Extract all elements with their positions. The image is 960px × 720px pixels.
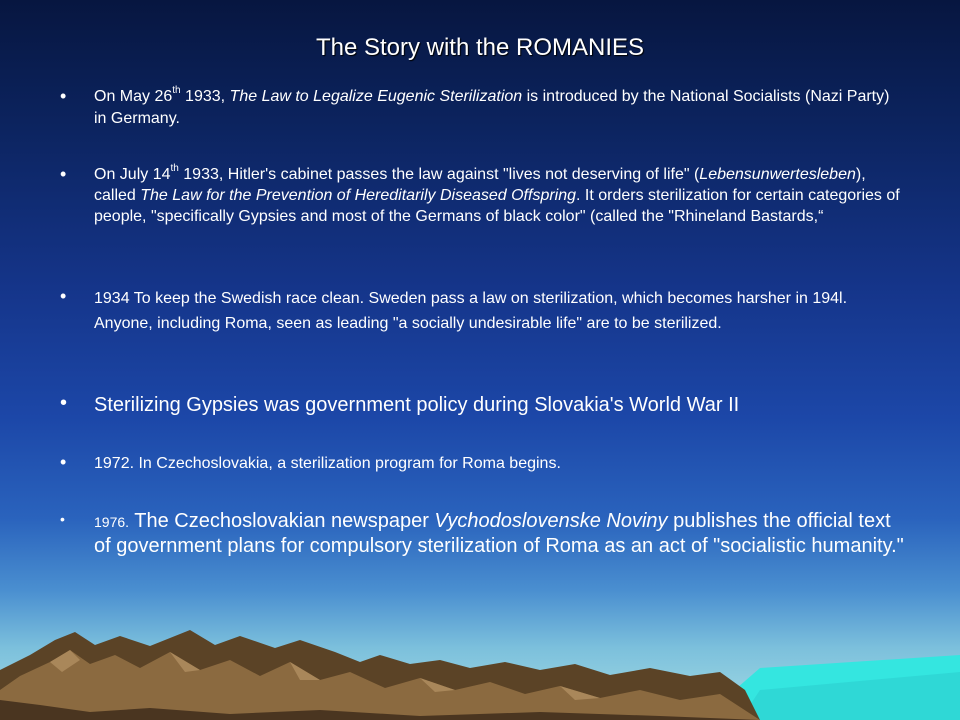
bullet-dot: •: [60, 286, 67, 306]
bullet-text: [94, 164, 904, 227]
law-title: The Law to Legalize Eugenic Sterilization: [229, 88, 523, 105]
bullet-text: Sterilizing Gypsies was government policy during Slovakia's World War II: [94, 394, 740, 416]
text-run: is introduced by the National Socialists (Nazi Party) in Germany.: [94, 88, 890, 127]
text-run: publishes the official text of government plans for compulsory sterilization of Roma as an act of "socialistic humanity.": [94, 510, 904, 557]
text-run: 1933,: [180, 88, 230, 105]
bullet-text: [94, 86, 904, 130]
bullet-dot: •: [60, 452, 67, 472]
year-label: 1976.: [94, 514, 130, 530]
bullet-text: 1934 To keep the Swedish race clean. Sweden pass a law on sterilization, which becomes harsher in 194l. Anyone, including Roma, seen as leading "a socially undesirable life" are to be sterilized.: [94, 290, 848, 332]
bullet-dot: •: [60, 164, 67, 184]
bullet-text: [94, 509, 904, 558]
text-run: ), called: [94, 166, 866, 204]
superscript: th: [170, 162, 179, 174]
slide-title: The Story with the ROMANIES: [315, 34, 645, 61]
law-title: The Law for the Prevention of Hereditarily Diseased Offspring: [140, 187, 577, 204]
bullet-text: 1972. In Czechoslovakia, a sterilization program for Roma begins.: [94, 455, 561, 472]
newspaper-name: Vychodoslovenske Noviny: [434, 510, 668, 532]
text-run: On May 26: [94, 88, 173, 105]
german-term: Lebensunwertesleben: [699, 166, 856, 183]
superscript: th: [172, 84, 181, 96]
text-run: The Czechoslovakian newspaper: [129, 510, 435, 532]
bullet-dot: •: [60, 511, 65, 527]
bullet-dot: •: [60, 86, 67, 106]
text-run: . It orders sterilization for certain categories of people, "specifically Gypsies and most of the Germans of black color" (called the "Rhineland Bastards,“: [94, 187, 900, 225]
bullet-dot: •: [60, 392, 68, 414]
text-run: 1933, Hitler's cabinet passes the law against "lives not deserving of life" (: [178, 166, 700, 183]
text-run: On July 14: [94, 166, 171, 183]
